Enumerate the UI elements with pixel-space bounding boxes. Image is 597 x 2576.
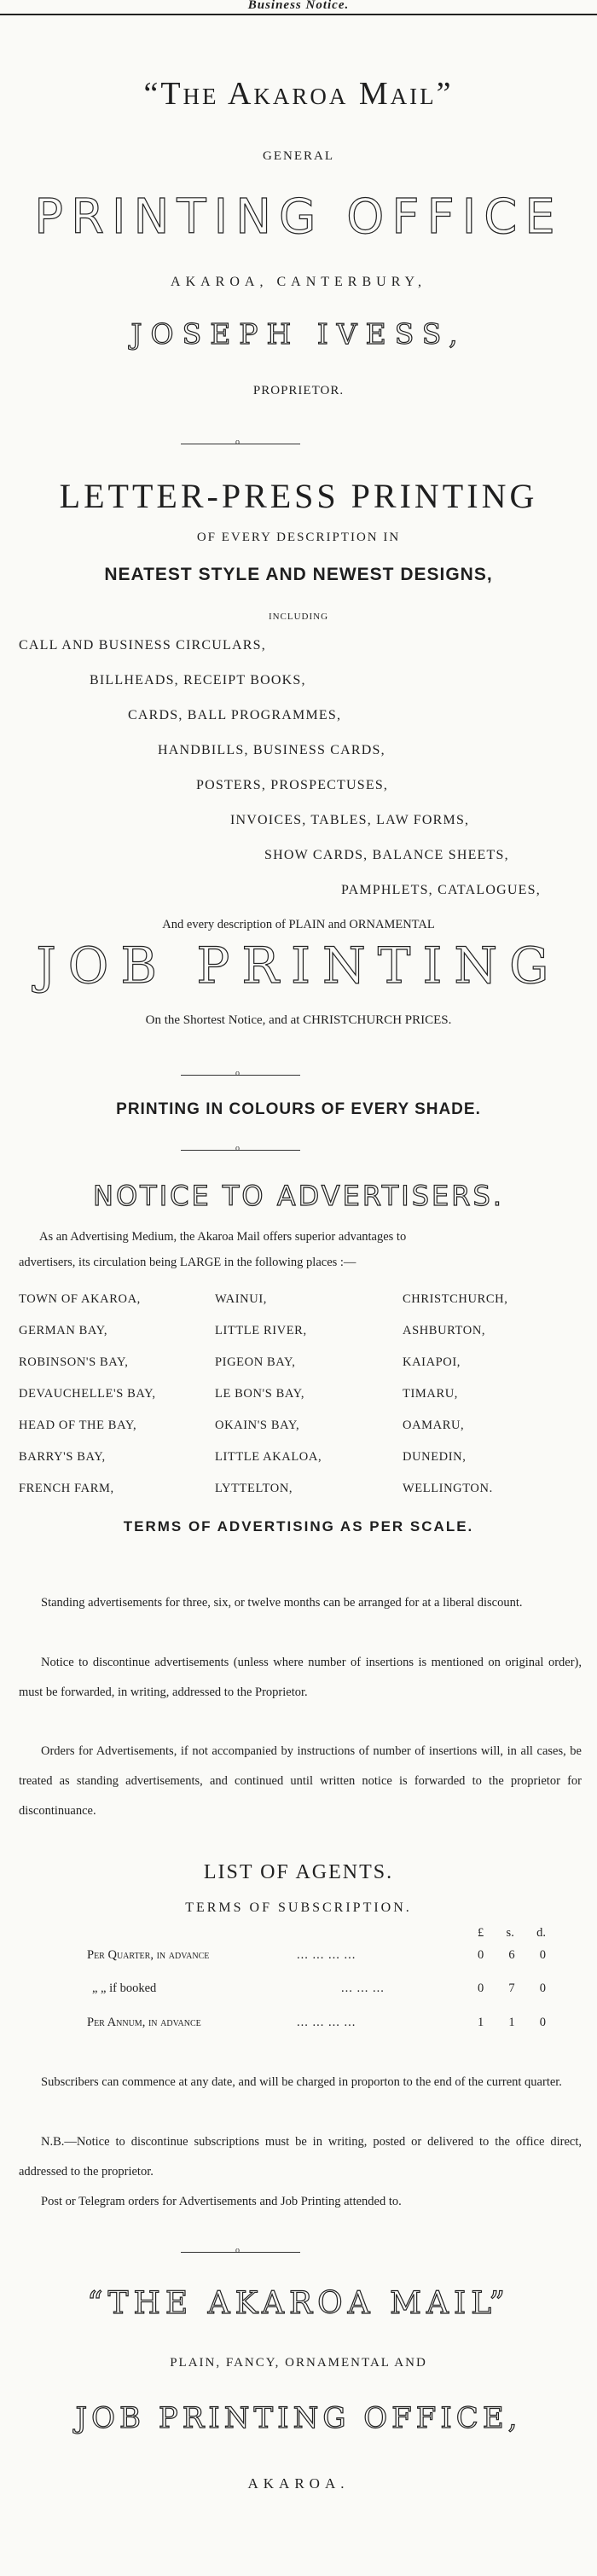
- place-cell: LE BON'S BAY,: [215, 1387, 305, 1401]
- notice-heading: NOTICE TO ADVERTISERS.: [93, 1180, 504, 1212]
- place-cell: TOWN OF AKAROA,: [19, 1292, 141, 1306]
- list-item: INVOICES, TABLES, LAW FORMS,: [230, 813, 470, 827]
- notice-para2-text: Notice to discontinue advertisements (unless where number of insertions is mentioned on original order), must be forwarded, in writing, addressed to the Proprietor.: [19, 1656, 582, 1699]
- letterpress-sub1: OF EVERY DESCRIPTION IN: [196, 531, 401, 544]
- masthead-title: “The Akaroa Mail”: [143, 76, 454, 112]
- shilling-value: 6: [508, 1948, 515, 1962]
- subscription-row-dots: ... ... ... ...: [297, 2016, 356, 2029]
- letterpress-heading: LETTER-PRESS PRINTING: [59, 477, 538, 515]
- place-cell: KAIAPOI,: [403, 1355, 461, 1369]
- place-cell: BARRY'S BAY,: [19, 1450, 106, 1464]
- list-item: HANDBILLS, BUSINESS CARDS,: [158, 743, 385, 757]
- footer-job-office: JOB PRINTING OFFICE,: [75, 2401, 522, 2435]
- currency-header: [478, 1926, 546, 1941]
- subscription-row-dots: ... ... ... ...: [297, 1948, 356, 1962]
- shilling-value: 7: [508, 1981, 515, 1995]
- place-cell: WELLINGTON.: [403, 1482, 493, 1495]
- letterpress-including: INCLUDING: [268, 612, 329, 622]
- subscription-heading: TERMS OF SUBSCRIPTION.: [185, 1900, 412, 1915]
- pound-value: 1: [478, 2016, 484, 2029]
- pence-label: d.: [536, 1926, 546, 1940]
- pence-value: 0: [539, 1948, 546, 1962]
- subscription-row-label: Per Quarter, in advance: [87, 1948, 210, 1962]
- list-item: POSTERS, PROSPECTUSES,: [196, 778, 389, 792]
- notice-paragraph: [19, 1588, 582, 1618]
- ornamental-rule: o: [181, 1150, 300, 1151]
- pence-value: 0: [539, 2016, 546, 2029]
- subscription-row-dots: ... ... ...: [341, 1981, 385, 1995]
- place-cell: TIMARU,: [403, 1387, 459, 1401]
- place-cell: FRENCH FARM,: [19, 1482, 114, 1495]
- subscription-row-label: „ „ if booked: [92, 1981, 157, 1995]
- agents-heading: LIST OF AGENTS.: [203, 1861, 394, 1883]
- agents-para1-text: Subscribers can commence at any date, and will be charged in proporton to the end of the current quarter.: [41, 2075, 562, 2089]
- place-cell: LITTLE RIVER,: [215, 1324, 307, 1337]
- place-cell: PIGEON BAY,: [215, 1355, 296, 1369]
- pound-value: 0: [478, 1981, 484, 1995]
- subscription-row-label: Per Annum, in advance: [87, 2016, 201, 2029]
- letterpress-sub2: NEATEST STYLE AND NEWEST DESIGNS,: [104, 565, 493, 584]
- subscription-paragraph: [19, 2187, 582, 2217]
- place-cell: DUNEDIN,: [403, 1450, 467, 1464]
- subscription-paragraph: [19, 2127, 582, 2187]
- agents-para2-text: N.B.—Notice to discontinue subscriptions must be in writing, posted or delivered to the office direct, addressed to the proprietor.: [19, 2135, 582, 2179]
- job-printing-heading: JOB PRINTING: [36, 937, 561, 995]
- shilling-value: 1: [508, 2016, 515, 2029]
- list-item: BILLHEADS, RECEIPT BOOKS,: [90, 673, 306, 688]
- place-cell: DEVAUCHELLE'S BAY,: [19, 1387, 156, 1401]
- subscription-paragraph: [19, 2068, 582, 2097]
- masthead-location: AKAROA, CANTERBURY,: [171, 275, 426, 289]
- pound-label: £: [478, 1926, 484, 1940]
- place-cell: WAINUI,: [215, 1292, 267, 1306]
- notice-intro-line2: advertisers, its circulation being LARGE in the following places :—: [19, 1256, 356, 1269]
- footer-title: “THE AKAROA MAIL”: [87, 2286, 510, 2321]
- notice-intro-line1: As an Advertising Medium, the Akaroa Mail offers superior advantages to: [39, 1230, 407, 1244]
- list-item: CARDS, BALL PROGRAMMES,: [128, 708, 342, 722]
- every-description-line: And every description of PLAIN and ORNAMENTAL: [162, 918, 435, 931]
- agents-para3-text: Post or Telegram orders for Advertisements and Job Printing attended to.: [41, 2195, 402, 2208]
- masthead-general: GENERAL: [263, 149, 334, 163]
- place-cell: LYTTELTON,: [215, 1482, 293, 1495]
- colours-line: PRINTING IN COLOURS OF EVERY SHADE.: [116, 1100, 481, 1118]
- ornamental-rule: o: [181, 2252, 300, 2253]
- place-cell: OKAIN'S BAY,: [215, 1419, 300, 1432]
- place-cell: HEAD OF THE BAY,: [19, 1419, 137, 1432]
- notice-paragraph: [19, 1648, 582, 1708]
- footer-sub: PLAIN, FANCY, ORNAMENTAL AND: [170, 2356, 427, 2370]
- list-item: CALL AND BUSINESS CIRCULARS,: [19, 638, 266, 653]
- notice-para3-text: Orders for Advertisements, if not accompanied by instructions of number of insertions will, in all cases, be treated as standing advertisements, and continued until written notice is forwarded to the proprietor for discontinuance.: [19, 1744, 582, 1818]
- printing-office-heading: PRINTING OFFICE: [34, 189, 563, 245]
- place-cell: ROBINSON'S BAY,: [19, 1355, 129, 1369]
- proprietor-label: PROPRIETOR.: [252, 384, 345, 397]
- shilling-label: s.: [506, 1926, 514, 1940]
- place-cell: CHRISTCHURCH,: [403, 1292, 508, 1306]
- notice-para1-text: Standing advertisements for three, six, or twelve months can be arranged for at a liberal discount.: [41, 1596, 523, 1610]
- footer-place: AKAROA.: [247, 2475, 350, 2492]
- header-label: Business Notice.: [247, 0, 350, 12]
- list-item: PAMPHLETS, CATALOGUES,: [341, 883, 541, 897]
- shortest-notice-line: On the Shortest Notice, and at CHRISTCHURCH PRICES.: [145, 1013, 452, 1027]
- place-cell: ASHBURTON,: [403, 1324, 486, 1337]
- subscription-row-amount: [478, 1948, 546, 1963]
- proprietor-name: JOSEPH IVESS,: [130, 317, 467, 351]
- pence-value: 0: [539, 1981, 546, 1995]
- subscription-row-amount: [478, 1981, 546, 1996]
- subscription-row-amount: [478, 2016, 546, 2030]
- place-cell: OAMARU,: [403, 1419, 465, 1432]
- notice-paragraph: [19, 1737, 582, 1826]
- list-item: SHOW CARDS, BALANCE SHEETS,: [264, 848, 509, 862]
- place-cell: LITTLE AKALOA,: [215, 1450, 322, 1464]
- terms-line: TERMS OF ADVERTISING AS PER SCALE.: [123, 1518, 474, 1535]
- ornamental-rule: o: [181, 1075, 300, 1076]
- place-cell: GERMAN BAY,: [19, 1324, 108, 1337]
- pound-value: 0: [478, 1948, 484, 1962]
